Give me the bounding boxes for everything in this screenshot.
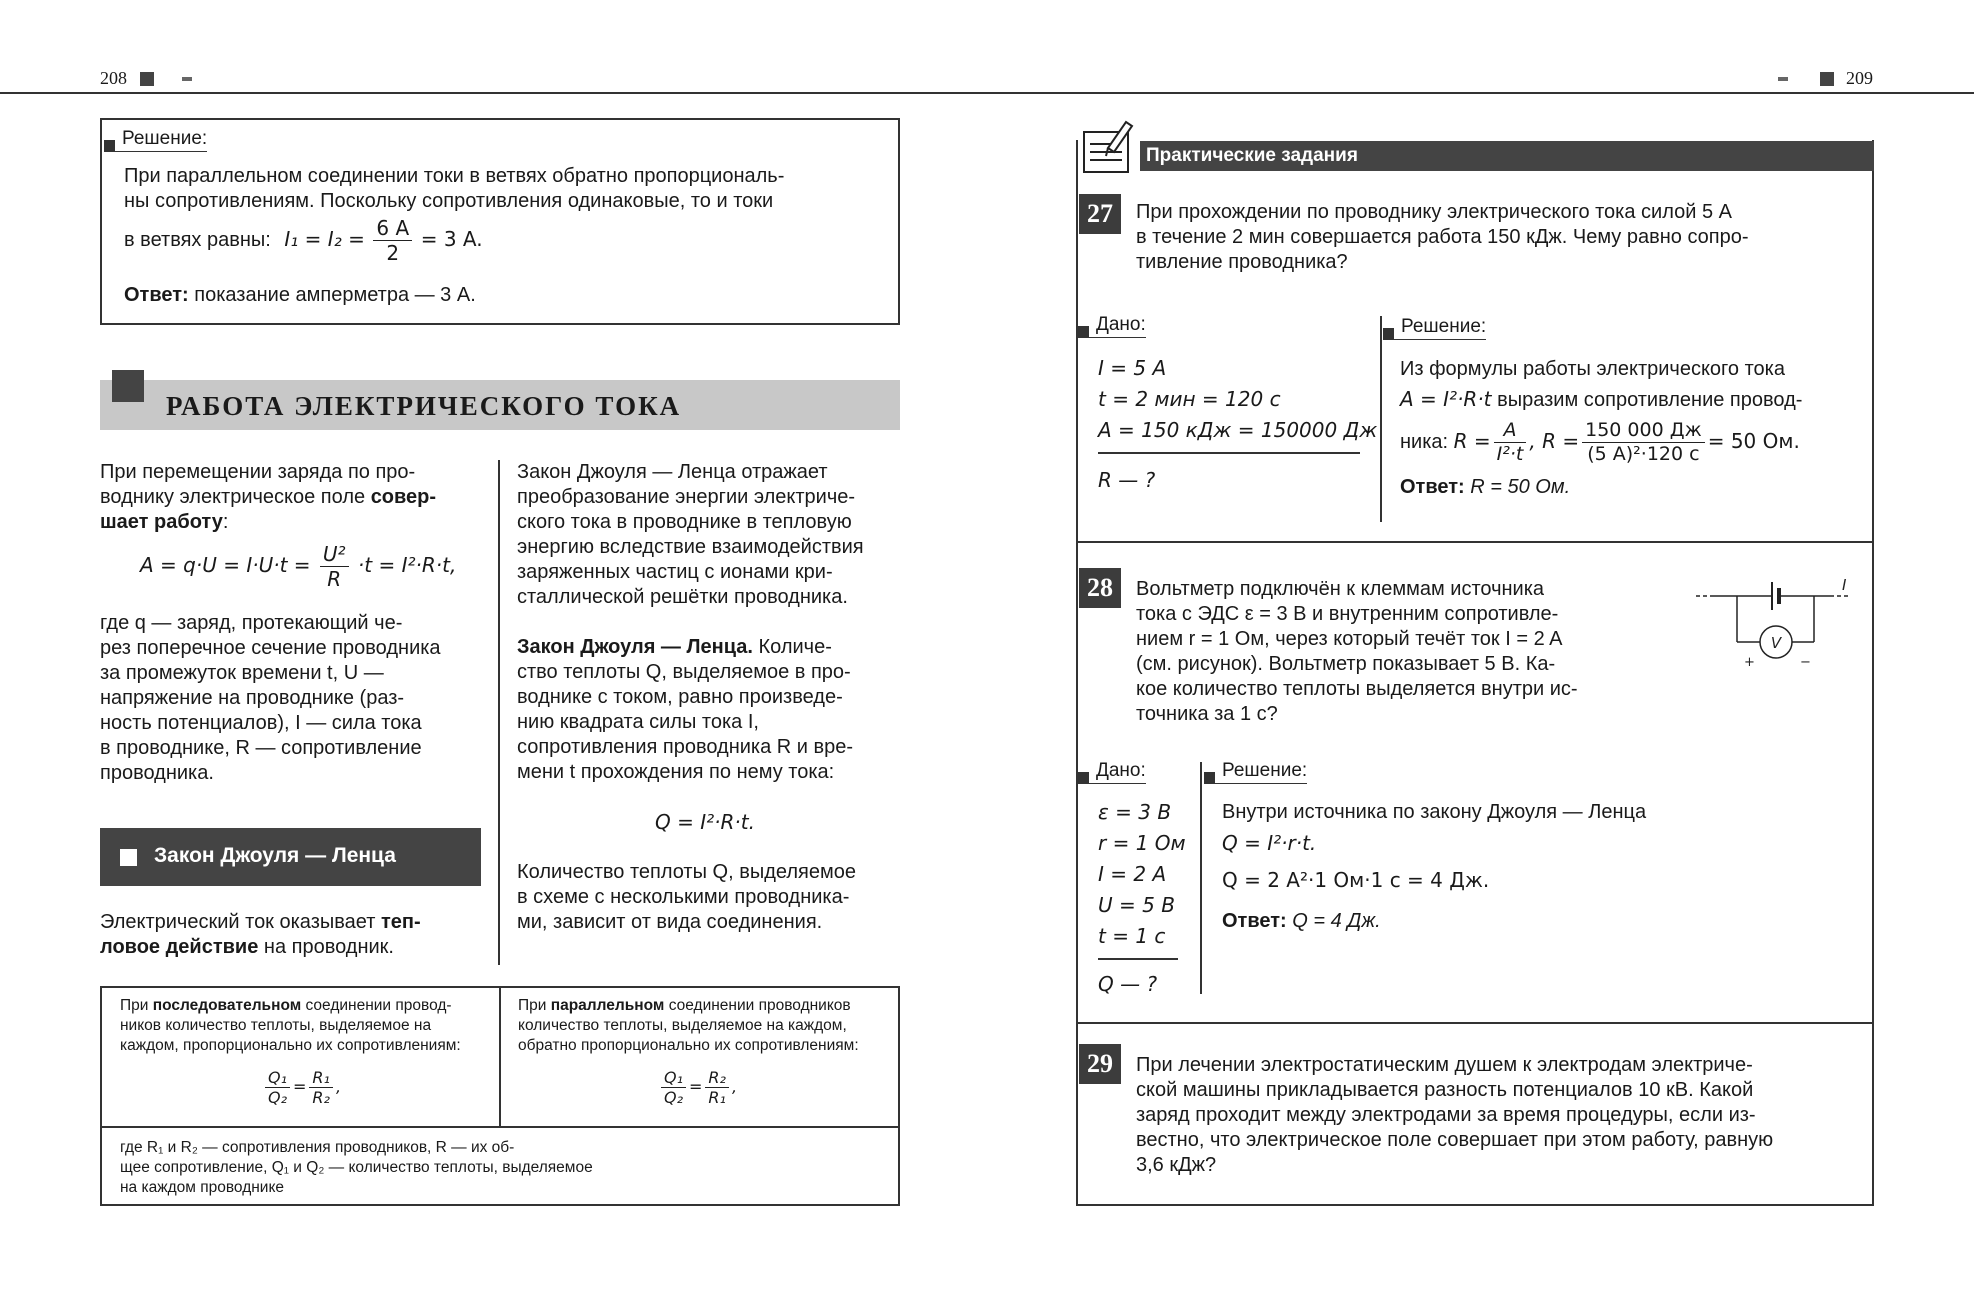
- page-number-right: 209: [1846, 68, 1873, 88]
- formula-den: (5 A)²·120 с: [1587, 443, 1700, 465]
- given-label: Дано:: [1078, 760, 1146, 784]
- solution-label: Решение:: [104, 128, 207, 152]
- text-line: энергию вследствие взаимодействия: [517, 536, 864, 558]
- circuit-minus-label: −: [1800, 655, 1811, 668]
- text-line: проводника.: [100, 762, 214, 784]
- formula-part: A = I²·R·t: [1400, 387, 1492, 411]
- given-item: I = 2 A: [1098, 862, 1167, 886]
- given-item: ε = 3 В: [1098, 800, 1172, 824]
- bold-term: параллельном: [550, 997, 665, 1014]
- formula-den: R: [327, 567, 342, 591]
- answer-text: R = 50 Ом.: [1470, 476, 1571, 498]
- answer-label: Ответ:: [1222, 910, 1287, 932]
- text-line: вестно, что электрическое поле совершает при этом работу, равную: [1136, 1129, 1774, 1151]
- text-line: При перемещении заряда по про-: [100, 461, 416, 483]
- text-line: тивление проводника?: [1136, 251, 1348, 273]
- text-line: сталлической решётки проводника.: [517, 586, 848, 608]
- given-item: t = 2 мин = 120 с: [1098, 387, 1281, 411]
- formula-num: A: [1494, 419, 1527, 443]
- task27-divider: [1380, 316, 1382, 522]
- practice-title: Практические задания: [1146, 145, 1358, 166]
- text-line: заряженных частиц с ионами кри-: [517, 561, 833, 583]
- bold-term: ловое действие: [100, 936, 259, 958]
- cell-text: количество теплоты, выделяемое на каждом,: [518, 1017, 847, 1034]
- column-divider: [498, 460, 500, 965]
- circuit-diagram: [1692, 572, 1852, 668]
- text-line: где q — заряд, протекающий че-: [100, 612, 403, 634]
- subsection-header: [100, 828, 481, 886]
- text-line: ми, зависит от вида соединения.: [517, 911, 823, 933]
- table-divider-h: [102, 1126, 898, 1128]
- header-dash-right: [1778, 77, 1788, 81]
- text-line: за промежуток времени t, U —: [100, 662, 384, 684]
- solution-label: Решение:: [1383, 316, 1486, 340]
- given-item: A = 150 кДж = 150000 Дж: [1098, 418, 1378, 442]
- formula-part: Q = 2 А²·1 Ом·1 с = 4 Дж.: [1222, 868, 1490, 892]
- eq-den: 2: [386, 241, 400, 265]
- text-line: Закон Джоуля — Ленца отражает: [517, 461, 828, 483]
- eq-rhs: = 3 A.: [420, 226, 483, 251]
- text-line: в схеме с несколькими проводника-: [517, 886, 850, 908]
- table-series-cell: [120, 996, 485, 1056]
- task29-text: [1136, 1053, 1852, 1178]
- formula-part: A = q·U = I·U·t =: [140, 553, 311, 577]
- eq-num: 6 A: [373, 216, 412, 241]
- given-item: I = 5 A: [1098, 356, 1167, 380]
- formula-den: Q₂: [664, 1088, 684, 1107]
- text-line: ность потенциалов), I — сила тока: [100, 712, 422, 734]
- text-line: нию квадрата силы тока I,: [517, 711, 759, 733]
- col1-heat-effect: [100, 910, 481, 960]
- solution-line: в ветвях равны:: [124, 228, 271, 251]
- task-number: 28: [1079, 568, 1121, 608]
- cell-text: на каждом проводнике: [120, 1179, 285, 1196]
- table-divider-v: [499, 988, 501, 1126]
- text-line: Количество теплоты Q, выделяемое: [517, 861, 856, 883]
- subsection-title: Закон Джоуля — Ленца: [154, 844, 396, 867]
- cell-text: При: [518, 997, 547, 1014]
- table-parallel-cell: [518, 996, 888, 1056]
- cell-text: ников количество теплоты, выделяемое на: [120, 1017, 432, 1034]
- text-line: Количе-: [758, 636, 832, 658]
- cell-text: обратно пропорционально их сопротивлениям:: [518, 1037, 859, 1054]
- formula-part: , R =: [1529, 428, 1580, 453]
- bold-term: Закон Джоуля — Ленца.: [517, 636, 753, 658]
- given-rule: [1098, 958, 1178, 960]
- text-line: При прохождении по проводнику электрического тока силой 5 А: [1136, 201, 1732, 223]
- text-line: кое количество теплоты выделяется внутри ис-: [1136, 678, 1578, 700]
- text-line: преобразование энергии электриче-: [517, 486, 856, 508]
- text-line: (см. рисунок). Вольтметр показывает 5 В. Ка-: [1136, 653, 1556, 675]
- text-line: Из формулы работы электрического тока: [1400, 358, 1785, 380]
- subsection-square: [120, 849, 137, 866]
- cell-text: соединении проводников: [668, 997, 851, 1014]
- formula-den: I²·t: [1496, 443, 1524, 465]
- comparison-table: [100, 986, 900, 1206]
- solution-text: [124, 164, 876, 214]
- text-line: Внутри источника по закону Джоуля — Ленца: [1222, 801, 1647, 823]
- eq-lhs: I₁ = I₂ =: [284, 226, 365, 251]
- col2-conclusion: [517, 860, 900, 935]
- joule-formula: Q = I²·R·t.: [655, 810, 755, 834]
- text-line: При лечении электростатическим душем к электродам электриче-: [1136, 1054, 1753, 1076]
- section-title: РАБОТА ЭЛЕКТРИЧЕСКОГО ТОКА: [166, 391, 682, 421]
- text-line: ство теплоты Q, выделяемое в про-: [517, 661, 851, 683]
- text-line: Вольтметр подключён к клеммам источника: [1136, 578, 1545, 600]
- text-line: 3,6 кДж?: [1136, 1154, 1217, 1176]
- task-number: 29: [1079, 1044, 1121, 1084]
- formula-part: ·t = I²·R·t,: [357, 553, 457, 577]
- task27-given: [1098, 353, 1377, 446]
- text-line: нием r = 1 Ом, через который течёт ток I = 2 A: [1136, 628, 1563, 650]
- circuit-plus-label: +: [1744, 655, 1755, 668]
- text-line: рез поперечное сечение проводника: [100, 637, 441, 659]
- bold-term: совер-: [370, 486, 437, 508]
- text-line: сопротивления проводника R и вре-: [517, 736, 854, 758]
- text-line: мени t прохождения по нему тока:: [517, 761, 835, 783]
- formula-num: 150 000 Дж: [1582, 419, 1705, 443]
- cell-text: При: [120, 997, 149, 1014]
- text-line: напряжение на проводнике (раз-: [100, 687, 405, 709]
- task28-divider: [1200, 762, 1202, 994]
- col1-definitions: [100, 611, 481, 786]
- answer-text: показание амперметра — 3 А.: [194, 284, 476, 306]
- series-formula: $\frac{\text{Q₁}}{\text{Q₂}}$ = $\frac{\text{R₁}}{\text{R₂}}$ ,: [262, 1068, 341, 1107]
- cell-text: где R₁ и R₂ — сопротивления проводников, R — их об-: [120, 1139, 515, 1156]
- task28-text: [1136, 577, 1632, 727]
- formula-den: R₂: [312, 1088, 330, 1107]
- formula-num: R₁: [309, 1068, 333, 1088]
- answer-label: Ответ:: [1400, 476, 1465, 498]
- task28-find: Q — ?: [1098, 972, 1158, 996]
- text-line: :: [222, 511, 229, 533]
- formula-part: = 50 Ом.: [1707, 428, 1800, 453]
- col2-law: [517, 635, 900, 785]
- header-dash-left: [182, 77, 192, 81]
- header-square-left: [140, 72, 154, 86]
- formula-num: Q₁: [661, 1068, 686, 1088]
- text-line: ской машины прикладывается разность потенциалов 10 кВ. Какой: [1136, 1079, 1754, 1101]
- col2-intro: [517, 460, 900, 610]
- text-line: ского тока в проводнике в тепловую: [517, 511, 852, 533]
- text-line: Электрический ток оказывает: [100, 911, 376, 933]
- formula-den: Q₂: [268, 1088, 288, 1107]
- task-separator: [1078, 1022, 1872, 1024]
- solution-label: Решение:: [1204, 760, 1307, 784]
- task-number: 27: [1079, 194, 1121, 234]
- solution-line: При параллельном соединении токи в ветвях обратно пропорциональ-: [124, 165, 785, 187]
- text-line: ника:: [1400, 430, 1449, 453]
- given-item: r = 1 Ом: [1098, 831, 1186, 855]
- text-line: на проводник.: [263, 936, 394, 958]
- task28-given: [1098, 797, 1186, 952]
- task27-text: [1136, 200, 1852, 275]
- solution-box: [100, 118, 900, 325]
- formula-den: R₁: [708, 1088, 726, 1107]
- formula-num: R₂: [705, 1068, 729, 1088]
- text-line: в течение 2 мин совершается работа 150 кДж. Чему равно сопро-: [1136, 226, 1749, 248]
- header-square-right: [1820, 72, 1834, 86]
- task27-find: R — ?: [1098, 468, 1156, 492]
- text-line: точника за 1 с?: [1136, 703, 1278, 725]
- formula-num: Q₁: [265, 1068, 290, 1088]
- bold-term: шает работу: [100, 511, 223, 533]
- text-line: воднике с током, равно произведе-: [517, 686, 843, 708]
- solution-equation: [124, 216, 483, 265]
- task-separator: [1078, 541, 1872, 543]
- formula-part: R =: [1453, 428, 1491, 453]
- header-rule: [0, 92, 1974, 94]
- given-item: U = 5 В: [1098, 893, 1175, 917]
- given-rule: [1098, 452, 1360, 454]
- text-line: тока с ЭДС ε = 3 В и внутренним сопротивле-: [1136, 603, 1559, 625]
- bold-term: последовательном: [152, 997, 302, 1014]
- text-line: воднику электрическое поле: [100, 486, 366, 508]
- parallel-formula: $\frac{\text{Q₁}}{\text{Q₂}}$ = $\frac{\text{R₂}}{\text{R₁}}$ ,: [658, 1068, 737, 1107]
- text-line: заряд проходит между электродами за время процедуры, если из-: [1136, 1104, 1756, 1126]
- solution-answer: [124, 284, 476, 307]
- answer-text: Q = 4 Дж.: [1292, 910, 1381, 932]
- formula-num: U²: [320, 542, 349, 567]
- formula-part: Q = I²·r·t.: [1222, 831, 1317, 855]
- circuit-current-label: I: [1842, 576, 1847, 594]
- bold-term: теп-: [380, 911, 421, 933]
- practice-header: [1140, 141, 1874, 171]
- notebook-pencil-icon: [1078, 118, 1136, 174]
- given-label: Дано:: [1078, 314, 1146, 338]
- given-item: t = 1 с: [1098, 924, 1166, 948]
- answer-label: Ответ:: [124, 284, 189, 306]
- task28-solution: [1222, 797, 1842, 937]
- section-square: [112, 370, 144, 402]
- table-footer: [120, 1138, 740, 1198]
- text-line: выразим сопротивление провод-: [1497, 389, 1803, 411]
- cell-text: щее сопротивление, Q₁ и Q₂ — количество теплоты, выделяемое: [120, 1159, 593, 1176]
- circuit-voltmeter-label: V: [1770, 634, 1782, 652]
- text-line: в проводнике, R — сопротивление: [100, 737, 422, 759]
- cell-text: каждом, пропорционально их сопротивлениям:: [120, 1037, 461, 1054]
- cell-text: соединении провод-: [305, 997, 452, 1014]
- solution-line: ны сопротивлениям. Поскольку сопротивления одинаковые, то и токи: [124, 190, 774, 212]
- page-number-left: 208: [100, 68, 127, 88]
- work-formula: [140, 542, 456, 591]
- task27-solution: [1400, 354, 1860, 502]
- col1-intro: [100, 460, 481, 535]
